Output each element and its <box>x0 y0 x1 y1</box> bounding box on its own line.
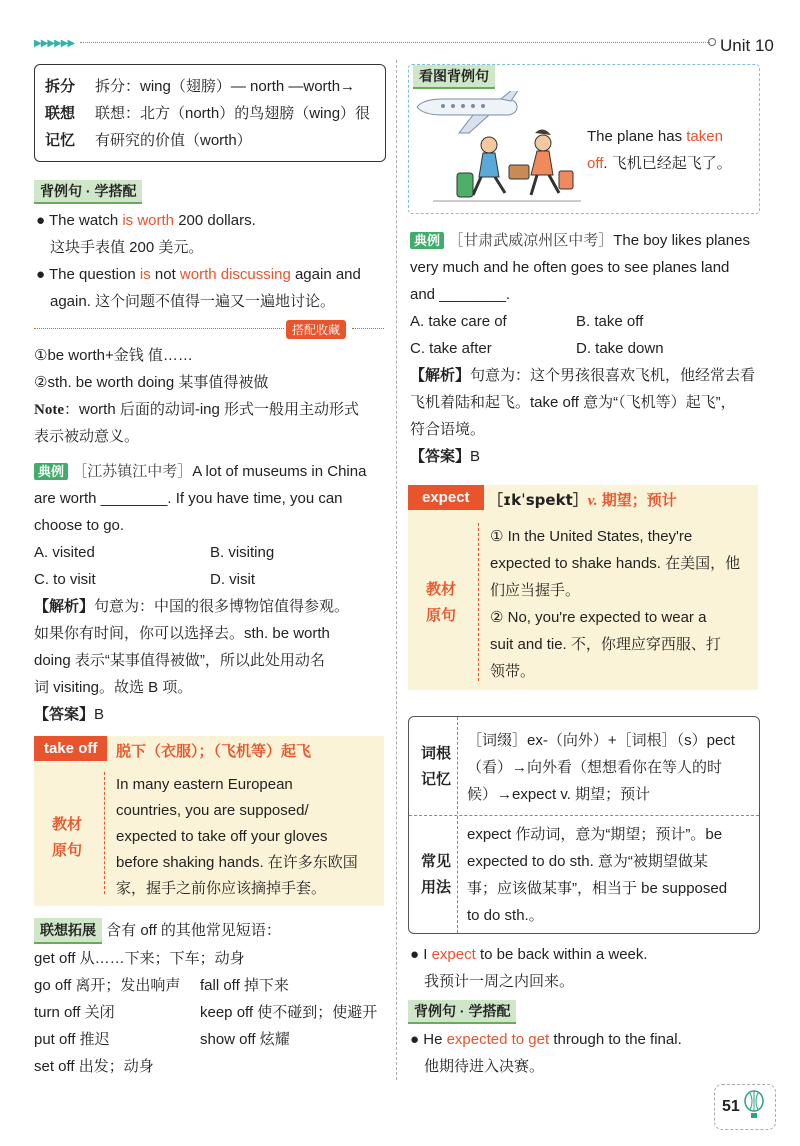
header-arrows: ▶▶▶▶▶▶ <box>34 38 75 49</box>
collect-rule <box>34 328 284 329</box>
phrase-keep-off: keep off 使不碰到；使避开 <box>200 1004 378 1021</box>
usage-table <box>408 716 760 934</box>
q2-line-1: 典例 ［甘肃武威凉州区中考］The boy likes planes <box>410 230 750 252</box>
phrase-fall-off: fall off 掉下来 <box>200 977 289 994</box>
bei-tag: 背例句 · 学搭配 <box>34 180 142 204</box>
q1-line-1: 典例 ［江苏镇江中考］A lot of museums in China <box>34 461 366 483</box>
changjian-label: 常见 用法 <box>421 853 452 896</box>
expect-divider <box>478 523 479 681</box>
phrase-set-off: set off 出发；动身 <box>34 1058 154 1075</box>
q2-line-2: very much and he often goes to see planes land <box>410 259 730 276</box>
example-3-cn: 我预计一周之内回来。 <box>424 973 575 990</box>
cigen-label: 词根 记忆 <box>421 745 452 788</box>
example-4-cn: 他期待进入决赛。 <box>424 1058 545 1075</box>
plane-icon <box>417 91 519 133</box>
header-dot <box>708 38 716 46</box>
picture-tag: 看图背例句 <box>413 65 495 89</box>
cigen-text: ［词缀］ex-（向外）+［词根］（s）pect （看）→向外看（想想看你在等人的时 候）→expect v. 期望；预计 <box>467 732 735 803</box>
q2-answer: 【答案】B <box>410 448 481 465</box>
q1-option-c: C. to visit <box>34 571 96 588</box>
expect-box <box>408 485 758 690</box>
takeoff-word: take off <box>34 736 107 761</box>
q1-option-a: A. visited <box>34 544 95 561</box>
bei-tag-right: 背例句 · 学搭配 <box>408 1000 516 1024</box>
q1-option-b: B. visiting <box>210 544 275 561</box>
q1-answer: 【答案】B <box>34 706 105 723</box>
picture-box <box>408 64 760 214</box>
takeoff-box <box>34 736 384 906</box>
collect-rule-end <box>352 328 384 329</box>
page-number: 51 <box>722 1098 740 1115</box>
picture-text: The plane has taken off. 飞机已经起飞了。 <box>587 128 732 172</box>
phrase-go-off: go off 离开；发出响声 <box>34 977 181 994</box>
note-line-2: 表示被动意义。 <box>34 428 140 445</box>
pattern-1: ①be worth+金钱 值…… <box>34 347 193 364</box>
lianxiang-tag: 联想拓展 <box>34 918 102 944</box>
q1-option-d: D. visit <box>210 571 255 588</box>
lianxiang-row: 联想拓展 含有 off 的其他常见短语： <box>34 918 281 944</box>
memory-text: 拆分：wing（翅膀）— north —worth→ 联想：北方（north）的鸟翅膀（wing）很 有研究的价值（worth） <box>95 78 371 149</box>
takeoff-divider <box>104 772 105 894</box>
plane-illustration <box>413 91 583 209</box>
takeoff-side-label: 教材 原句 <box>52 816 83 859</box>
q1-jiexi-1: 【解析】句意为：中国的很多博物馆值得参观。 <box>34 598 350 615</box>
example-4: ● He expected to get through to the final. <box>410 1031 682 1048</box>
expect-meaning: ［ɪkˈspekt］v. 期望；预计 <box>488 491 677 509</box>
cigen-divider <box>457 717 458 933</box>
expect-side-label: 教材 原句 <box>426 581 457 624</box>
q1-line-2: are worth ________. If you have time, you can <box>34 490 343 507</box>
q1-jiexi-2: 如果你有时间，你可以选择去。sth. be worth <box>34 625 330 642</box>
q2-option-a: A. take care of <box>410 313 507 330</box>
expect-text: ① In the United States, they're expected to shake hands. 在美国，他 们应当握手。 ② No, you're expected to wear a suit and tie. 不，你理应穿西服、打 领带。 <box>490 528 741 680</box>
takeoff-text: In many eastern European countries, you are supposed/ expected to take off your gloves before shaking hands. 在许多东欧国 家，握手之前你应该摘掉手套。 <box>116 776 358 897</box>
phrase-show-off: show off 炫耀 <box>200 1031 290 1048</box>
q2-option-d: D. take down <box>576 340 664 357</box>
memory-label: 拆分 联想 记忆 <box>45 78 76 149</box>
q1-jiexi-3: doing 表示“某事值得被做”，所以此处用动名 <box>34 652 325 669</box>
q2-jiexi-1: 【解析】句意为：这个男孩很喜欢飞机，他经常去看 <box>410 367 756 384</box>
phrase-turn-off: turn off 关闭 <box>34 1004 115 1021</box>
header-rule <box>80 42 710 43</box>
example-2-cn: again. 这个问题不值得一遍又一遍地讨论。 <box>50 293 336 310</box>
example-1-cn: 这块手表值 200 美元。 <box>50 239 204 256</box>
column-divider <box>396 60 397 1080</box>
example-3: ● I expect to be back within a week. <box>410 946 648 963</box>
example-2: ● The question is not worth discussing again and <box>36 266 361 283</box>
q2-line-3: and ________. <box>410 286 511 303</box>
q1-jiexi-4: 词 visiting。故选 B 项。 <box>34 679 193 696</box>
balloon-icon <box>742 1090 766 1120</box>
pattern-2: ②sth. be worth doing 某事值得被做 <box>34 374 269 391</box>
q2-jiexi-2: 飞机着陆和起飞。take off 意为“（飞机等）起飞”， <box>410 394 736 411</box>
row-divider <box>409 815 759 816</box>
dian-tag: 典例 <box>34 463 68 480</box>
collect-label: 搭配收藏 <box>286 320 346 339</box>
expect-word: expect <box>408 485 484 510</box>
q2-option-b: B. take off <box>576 313 644 330</box>
phrase-put-off: put off 推迟 <box>34 1031 110 1048</box>
changjian-text: expect 作动词，意为“期望；预计”。be expected to do sth. 意为“被期望做某 事；应该做某事”，相当于 be supposed to do sth.。 <box>467 826 728 924</box>
people-icon <box>433 129 581 201</box>
q2-option-c: C. take after <box>410 340 492 357</box>
takeoff-meaning: 脱下（衣服）；（飞机等）起飞 <box>116 743 312 760</box>
q2-jiexi-3: 符合语境。 <box>410 421 486 438</box>
unit-label: Unit 10 <box>720 36 774 55</box>
phrase-get-off: get off 从……下来；下车；动身 <box>34 950 245 967</box>
memory-box <box>34 64 386 162</box>
note-line-1: Note：worth 后面的动词-ing 形式一般用主动形式 <box>34 401 360 418</box>
q1-line-3: choose to go. <box>34 517 125 534</box>
example-1: ● The watch is worth 200 dollars. <box>36 212 256 229</box>
